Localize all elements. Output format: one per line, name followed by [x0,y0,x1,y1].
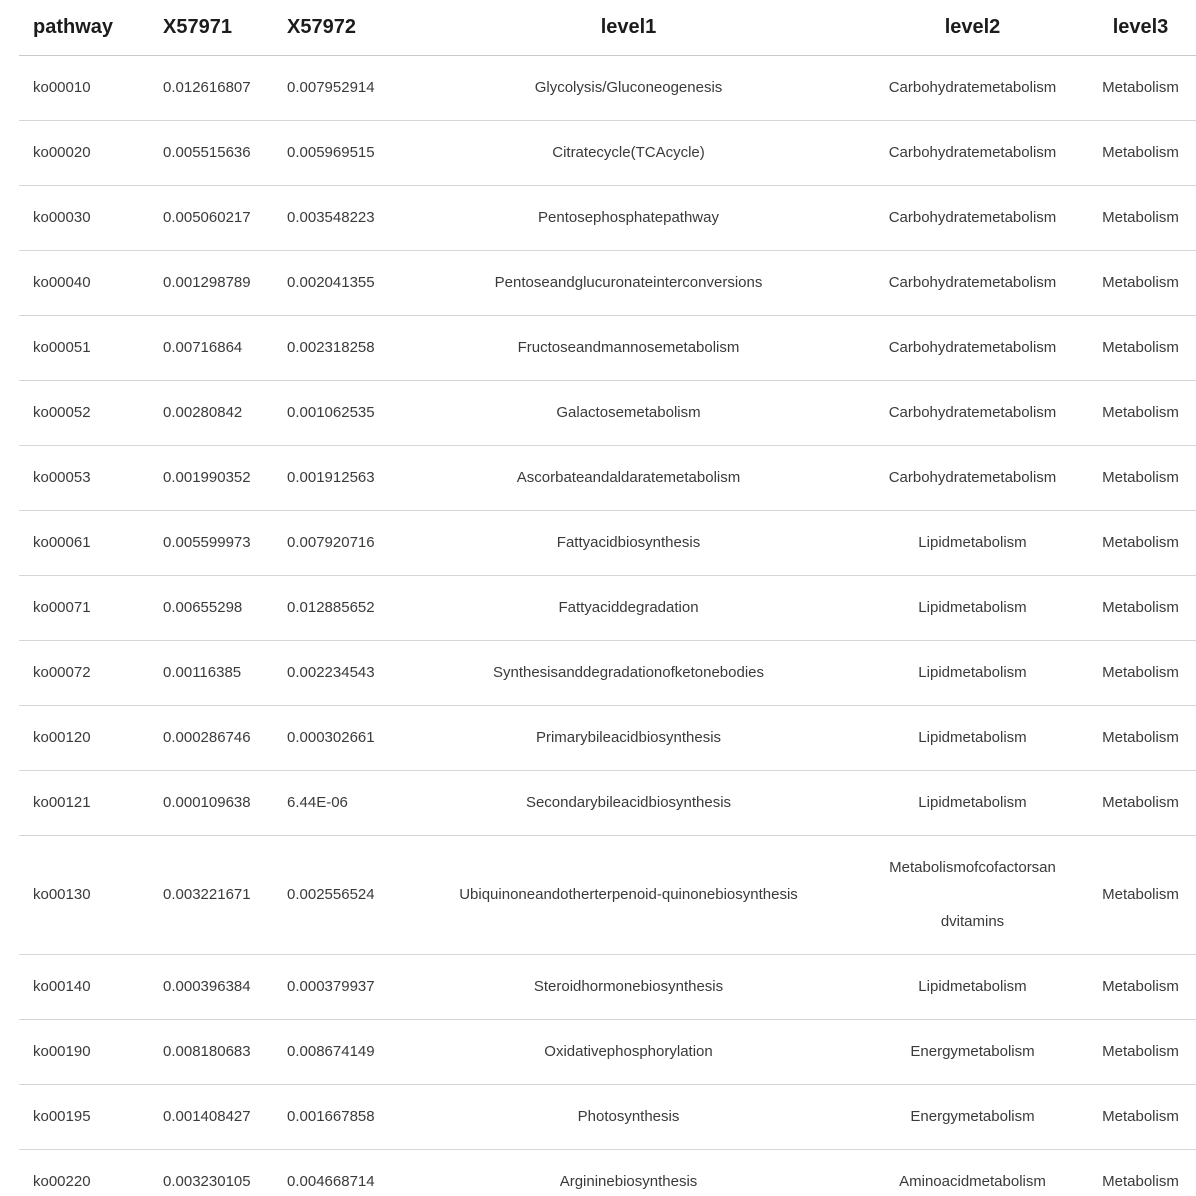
cell-text: Carbohydratemetabolism [888,273,1057,291]
table-row [19,954,1196,1019]
cell-level1 [397,1019,860,1084]
cell-pathway [19,510,163,575]
cell-level3 [1085,770,1196,835]
cell-text: ko00195 [33,1107,91,1125]
cell-level3 [1085,445,1196,510]
cell-x57971 [163,380,287,445]
cell-text: ko00040 [33,273,91,291]
cell-text: Energymetabolism [910,1107,1035,1125]
cell-level2 [860,835,1085,954]
cell-text: 0.002318258 [287,338,375,356]
cell-text: Metabolism [1102,598,1179,616]
cell-level2 [860,185,1085,250]
cell-pathway [19,250,163,315]
cell-x57971 [163,120,287,185]
cell-pathway [19,1149,163,1196]
cell-text: Galactosemetabolism [556,403,701,421]
cell-x57972 [287,954,397,1019]
cell-text: 0.007920716 [287,533,375,551]
cell-level1 [397,705,860,770]
cell-level1 [397,315,860,380]
cell-text: Metabolism [1102,468,1179,486]
cell-text: Lipidmetabolism [918,533,1027,551]
cell-x57972 [287,835,397,954]
cell-text: 6.44E-06 [287,793,348,811]
cell-x57972 [287,1084,397,1149]
cell-text: ko00130 [33,885,91,903]
cell-pathway [19,1019,163,1084]
cell-text: ko00220 [33,1172,91,1190]
cell-level2 [860,1149,1085,1196]
table-row [19,510,1196,575]
cell-x57972 [287,705,397,770]
column-header-x57971: X57971 [163,0,287,55]
cell-pathway [19,1084,163,1149]
cell-text: Lipidmetabolism [918,598,1027,616]
cell-text: ko00121 [33,793,91,811]
cell-text: Ubiquinoneandotherterpenoid-quinonebiosynthesis [459,885,798,903]
table-row [19,1019,1196,1084]
cell-text: 0.002234543 [287,663,375,681]
cell-text: Metabolism [1102,793,1179,811]
cell-text: 0.005969515 [287,143,375,161]
cell-level1 [397,510,860,575]
cell-level1 [397,55,860,120]
cell-text: ko00120 [33,728,91,746]
cell-level2 [860,575,1085,640]
cell-x57972 [287,250,397,315]
cell-text: Carbohydratemetabolism [888,468,1057,486]
cell-level1 [397,380,860,445]
cell-text: 0.007952914 [287,78,375,96]
cell-text: ko00061 [33,533,91,551]
cell-text: Carbohydratemetabolism [888,78,1057,96]
cell-x57971 [163,770,287,835]
cell-x57972 [287,380,397,445]
cell-x57972 [287,1149,397,1196]
cell-level3 [1085,1019,1196,1084]
cell-text: Pentosephosphatepathway [538,208,719,226]
cell-text: 0.001062535 [287,403,375,421]
cell-text: Metabolism [1102,403,1179,421]
cell-x57972 [287,770,397,835]
cell-x57971 [163,1019,287,1084]
cell-text: Pentoseandglucuronateinterconversions [494,273,763,291]
cell-level3 [1085,380,1196,445]
cell-x57971 [163,445,287,510]
cell-text: Metabolism [1102,977,1179,995]
cell-x57972 [287,510,397,575]
cell-text: Lipidmetabolism [918,977,1027,995]
cell-level3 [1085,954,1196,1019]
cell-text: ko00190 [33,1042,91,1060]
cell-text: 0.012885652 [287,598,375,616]
cell-text: 0.005599973 [163,533,251,551]
table-row [19,770,1196,835]
cell-text: Citratecycle(TCAcycle) [552,143,705,161]
cell-level3 [1085,575,1196,640]
cell-x57972 [287,575,397,640]
cell-text: ko00071 [33,598,91,616]
cell-text: Carbohydratemetabolism [888,143,1057,161]
cell-level2 [860,510,1085,575]
table-body [19,55,1196,1196]
cell-text: Metabolism [1102,338,1179,356]
pathway-abundance-table [19,0,1196,1196]
cell-text: 0.008180683 [163,1042,251,1060]
cell-x57971 [163,250,287,315]
cell-text: ko00051 [33,338,91,356]
cell-level3 [1085,315,1196,380]
cell-level2 [860,445,1085,510]
cell-text: Synthesisanddegradationofketonebodies [492,663,765,681]
cell-x57972 [287,315,397,380]
cell-level1 [397,770,860,835]
cell-text: Carbohydratemetabolism [888,208,1057,226]
cell-text: Metabolism [1102,143,1179,161]
cell-text: ko00072 [33,663,91,681]
cell-text: Fattyacidbiosynthesis [556,533,701,551]
cell-level3 [1085,835,1196,954]
cell-text: Metabolism [1102,885,1179,903]
table-row [19,250,1196,315]
cell-text: Metabolism [1102,78,1179,96]
cell-level2 [860,770,1085,835]
cell-text: ko00052 [33,403,91,421]
cell-text: Glycolysis/Gluconeogenesis [534,78,723,96]
cell-level1 [397,575,860,640]
cell-pathway [19,445,163,510]
column-header-level2: level2 [860,0,1085,55]
cell-x57971 [163,705,287,770]
cell-pathway [19,185,163,250]
cell-pathway [19,954,163,1019]
cell-text: 0.003230105 [163,1172,251,1190]
cell-x57972 [287,185,397,250]
cell-text: Argininebiosynthesis [559,1172,698,1190]
cell-text: 0.000396384 [163,977,251,995]
cell-text: 0.002556524 [287,885,375,903]
table-row [19,575,1196,640]
cell-text: Energymetabolism [910,1042,1035,1060]
cell-level2 [860,250,1085,315]
cell-text: 0.000109638 [163,793,251,811]
cell-text: ko00053 [33,468,91,486]
cell-text: Lipidmetabolism [918,663,1027,681]
cell-text: 0.00116385 [163,663,242,681]
table-row [19,1149,1196,1196]
cell-x57971 [163,640,287,705]
cell-pathway [19,575,163,640]
cell-text: Fructoseandmannosemetabolism [517,338,740,356]
cell-x57972 [287,1019,397,1084]
cell-level1 [397,445,860,510]
cell-text: Primarybileacidbiosynthesis [535,728,722,746]
table-row [19,1084,1196,1149]
cell-level3 [1085,185,1196,250]
cell-text: 0.005060217 [163,208,251,226]
cell-x57971 [163,575,287,640]
cell-text: ko00030 [33,208,91,226]
cell-level3 [1085,640,1196,705]
cell-text: Metabolismofcofactorsandvitamins [889,858,1056,930]
table-row [19,705,1196,770]
cell-text: 0.012616807 [163,78,251,96]
cell-x57971 [163,185,287,250]
cell-text: Metabolism [1102,533,1179,551]
cell-x57971 [163,954,287,1019]
table-header-row [19,0,1196,55]
cell-level3 [1085,55,1196,120]
cell-text: 0.003221671 [163,885,251,903]
cell-level1 [397,250,860,315]
cell-text: Aminoacidmetabolism [899,1173,1046,1190]
cell-pathway [19,55,163,120]
table-row [19,120,1196,185]
cell-text: 0.001990352 [163,468,251,486]
table-row [19,640,1196,705]
cell-x57971 [163,835,287,954]
cell-text: Photosynthesis [577,1107,680,1125]
cell-pathway [19,705,163,770]
cell-level2 [860,954,1085,1019]
cell-level3 [1085,510,1196,575]
cell-text: 0.00716864 [163,338,243,356]
cell-text: Lipidmetabolism [918,793,1027,811]
column-header-level1: level1 [397,0,860,55]
cell-level2 [860,55,1085,120]
cell-text: Metabolism [1102,1172,1179,1190]
cell-text: Steroidhormonebiosynthesis [533,977,724,995]
cell-pathway [19,640,163,705]
cell-level2 [860,315,1085,380]
cell-text: Metabolism [1102,273,1179,291]
cell-text: 0.003548223 [287,208,375,226]
cell-text: 0.001408427 [163,1107,251,1125]
cell-text: ko00140 [33,977,91,995]
cell-level1 [397,1084,860,1149]
cell-text: 0.004668714 [287,1172,375,1190]
cell-text: 0.005515636 [163,143,251,161]
cell-pathway [19,835,163,954]
table-row [19,835,1196,954]
cell-level3 [1085,1149,1196,1196]
cell-text: Secondarybileacidbiosynthesis [525,793,732,811]
cell-level2 [860,640,1085,705]
cell-level3 [1085,1084,1196,1149]
cell-x57972 [287,640,397,705]
cell-level3 [1085,250,1196,315]
table-row [19,445,1196,510]
table-row [19,315,1196,380]
cell-x57972 [287,445,397,510]
cell-text: ko00020 [33,143,91,161]
cell-text: 0.000379937 [287,977,375,995]
cell-level3 [1085,705,1196,770]
cell-level2 [860,120,1085,185]
column-header-level3: level3 [1085,0,1196,55]
cell-level2 [860,380,1085,445]
cell-text: 0.00280842 [163,403,243,421]
column-header-pathway: pathway [19,0,163,55]
cell-level2 [860,1084,1085,1149]
cell-x57971 [163,1084,287,1149]
cell-level1 [397,120,860,185]
cell-level1 [397,954,860,1019]
cell-text: 0.001912563 [287,468,375,486]
cell-pathway [19,315,163,380]
cell-level1 [397,185,860,250]
cell-text: Fattyaciddegradation [558,598,699,616]
cell-level1 [397,1149,860,1196]
cell-level3 [1085,120,1196,185]
cell-text: Oxidativephosphorylation [544,1042,713,1060]
cell-text: ko00010 [33,78,91,96]
cell-text: 0.000286746 [163,728,251,746]
cell-text: 0.000302661 [287,728,375,746]
column-header-x57972: X57972 [287,0,397,55]
table-row [19,185,1196,250]
cell-text: 0.002041355 [287,273,375,291]
cell-pathway [19,770,163,835]
cell-x57971 [163,1149,287,1196]
cell-text: 0.00655298 [163,598,243,616]
cell-text: Ascorbateandaldaratemetabolism [516,468,741,486]
cell-text: Metabolism [1102,208,1179,226]
cell-level2 [860,1019,1085,1084]
cell-level1 [397,835,860,954]
cell-text: 0.001667858 [287,1107,375,1125]
cell-text: Lipidmetabolism [918,728,1027,746]
cell-level2 [860,705,1085,770]
table-row [19,55,1196,120]
cell-x57971 [163,315,287,380]
cell-text: 0.001298789 [163,273,251,291]
cell-text: 0.008674149 [287,1042,375,1060]
cell-text: Metabolism [1102,1042,1179,1060]
cell-pathway [19,120,163,185]
cell-text: Metabolism [1102,728,1179,746]
cell-x57971 [163,510,287,575]
cell-text: Metabolism [1102,663,1179,681]
cell-x57971 [163,55,287,120]
cell-text: Metabolism [1102,1107,1179,1125]
cell-text: Carbohydratemetabolism [888,338,1057,356]
cell-x57972 [287,55,397,120]
table-row [19,380,1196,445]
cell-x57972 [287,120,397,185]
cell-level1 [397,640,860,705]
cell-text: Carbohydratemetabolism [888,403,1057,421]
cell-pathway [19,380,163,445]
